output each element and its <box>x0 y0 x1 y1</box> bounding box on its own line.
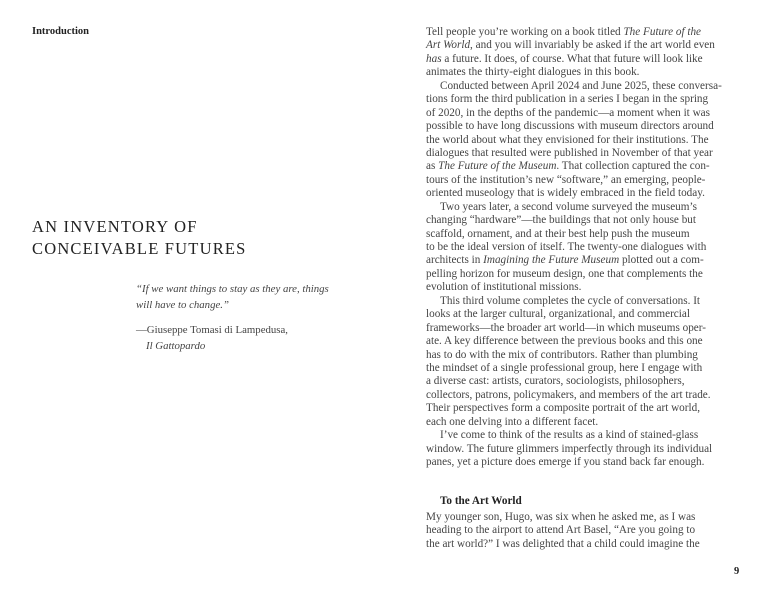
text-line <box>426 160 722 173</box>
text-line <box>426 214 722 227</box>
text-segment: the world about what they envisioned for their institutions. The <box>426 133 709 146</box>
epigraph-author: —Giuseppe Tomasi di Lampedusa, <box>136 324 288 336</box>
section-heading: To the Art World <box>440 495 522 507</box>
text-segment: dialogues that resulted were published in November of that year <box>426 146 713 159</box>
text-line <box>426 389 722 402</box>
text-segment: tions form the third publication in a series I began in the spring <box>426 93 709 106</box>
text-line: the art world?” I was delighted that a child could imagine the <box>426 537 700 550</box>
text-segment: as <box>426 160 439 173</box>
text-segment: tours of the institution’s new “software,” an emerging, people- <box>426 173 706 186</box>
text-line <box>426 174 722 187</box>
text-segment: looks at the larger cultural, organizational, and commercial <box>426 308 690 321</box>
italic-title-text: Imagining the Future Museum <box>483 254 620 267</box>
text-line <box>426 429 722 442</box>
text-segment: panes, yet a picture does emerge if you stand back far enough. <box>426 456 705 468</box>
text-line <box>426 308 722 321</box>
chapter-title-line: AN INVENTORY OF <box>32 217 198 236</box>
text-segment: Their perspectives form a composite portrait of the art world, <box>426 402 701 415</box>
text-line <box>426 228 722 241</box>
text-segment: animates the thirty-eight dialogues in this book. <box>426 66 640 79</box>
chapter-title-line: CONCEIVABLE FUTURES <box>32 239 247 258</box>
text-line <box>426 39 722 52</box>
epigraph <box>136 282 329 354</box>
italic-title-text: Art World <box>426 39 471 52</box>
text-line <box>426 80 722 93</box>
text-segment: Two years later, a second volume surveyed the museum’s <box>440 200 697 213</box>
text-segment: plotted out a com- <box>619 254 704 267</box>
text-line <box>426 281 722 294</box>
text-segment: of 2020, in the depths of the pandemic—a moment when it was <box>426 106 710 119</box>
text-line <box>426 362 722 375</box>
text-segment: frameworks—the broader art world—in which museums oper- <box>426 321 707 334</box>
text-line <box>426 120 722 133</box>
text-line <box>426 416 722 429</box>
text-segment: a future. It does, of course. What that future will look like <box>441 52 703 65</box>
text-segment: pelling horizon for museum design, one that complements the <box>426 267 703 280</box>
text-segment: each one delving into a different facet. <box>426 415 599 428</box>
text-line: heading to the airport to attend Art Basel, “Are you going to <box>426 524 696 537</box>
text-line <box>426 443 722 456</box>
text-line <box>426 254 722 267</box>
text-segment: I’ve come to think of the results as a kind of stained-glass <box>440 429 699 442</box>
text-segment: possible to have long discussions with museum directors around <box>426 120 714 133</box>
text-segment: window. The future glimmers imperfectly through its individual <box>426 442 713 455</box>
text-line <box>426 147 722 160</box>
epigraph-quote-line: will have to change.” <box>136 298 229 311</box>
text-line <box>426 375 722 388</box>
text-segment: ate. A key difference between the previous books and this one <box>426 335 703 348</box>
text-segment: Conducted between April 2024 and June 2025, these conversa- <box>440 79 722 92</box>
epigraph-quote-line: “If we want things to stay as they are, things <box>136 283 329 295</box>
text-line <box>426 456 722 469</box>
text-line <box>426 335 722 348</box>
running-head: Introduction <box>32 26 89 37</box>
epigraph-work: Il Gattopardo <box>146 339 206 352</box>
text-line <box>426 134 722 147</box>
text-segment: scaffold, ornament, and at their best help push the museum <box>426 227 690 240</box>
text-segment: This third volume completes the cycle of conversations. It <box>440 294 701 307</box>
text-segment: the mindset of a single professional group, here I engage with <box>426 361 703 374</box>
text-segment: a diverse cast: artists, curators, sociologists, philosophers, <box>426 375 685 388</box>
text-segment: architects in <box>426 254 484 267</box>
text-segment: Tell people you’re working on a book titled <box>426 26 624 38</box>
text-line <box>426 107 722 120</box>
text-line <box>426 402 722 415</box>
text-line: My younger son, Hugo, was six when he asked me, as I was <box>426 511 696 523</box>
text-segment: . That collection captured the con- <box>556 160 710 173</box>
text-segment: evolution of institutional missions. <box>426 281 582 294</box>
italic-title-text: The Future of the <box>623 26 702 38</box>
text-line <box>426 93 722 106</box>
text-line <box>426 53 722 66</box>
text-line <box>426 241 722 254</box>
text-line <box>426 187 722 200</box>
body-text <box>426 26 722 469</box>
text-line <box>426 295 722 308</box>
text-line <box>426 66 722 79</box>
italic-title-text: has <box>426 52 442 65</box>
text-line <box>426 322 722 335</box>
text-segment: has to do with the mix of contributors. Rather than plumbing <box>426 348 698 361</box>
text-segment: changing “hardware”—the buildings that not only house but <box>426 214 696 227</box>
page-number: 9 <box>734 566 740 577</box>
chapter-title <box>32 216 247 260</box>
text-segment: to be the ideal version of itself. The twenty-one dialogues with <box>426 241 707 253</box>
text-line <box>426 268 722 281</box>
text-segment: , and you will invariably be asked if the art world even <box>470 39 715 52</box>
italic-title-text: The Future of the Museum <box>438 160 557 173</box>
text-line <box>426 349 722 362</box>
text-segment: collectors, patrons, policymakers, and members of the art trade. <box>426 388 711 401</box>
text-line <box>426 201 722 214</box>
text-segment: oriented museology that is widely embraced in the field today. <box>426 187 705 200</box>
section-text <box>426 510 700 550</box>
text-line <box>426 26 722 39</box>
